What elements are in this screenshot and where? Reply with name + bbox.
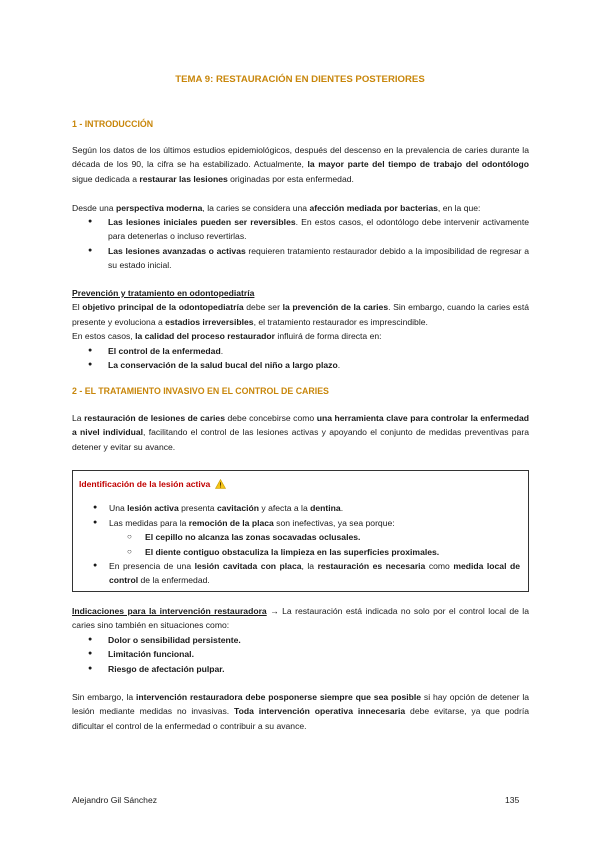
section-heading-introduccion: 1 - INTRODUCCIÓN: [72, 119, 154, 129]
list-item: ● El control de la enfermedad.: [72, 344, 529, 358]
intro-paragraph: Según los datos de los últimos estudios epidemiológicos, después del descenso en la prevalencia de caries durante la década de los 90, la cifra se ha estabilizado. Actualmente, la mayor parte del tiempo de trabajo del odontólogo sigue dedicada a restaurar las lesiones originadas por esta enfermedad.: [72, 145, 529, 184]
indications-list: [72, 633, 529, 676]
prevention-list: [72, 344, 529, 373]
list-item: ● Una lesión activa presenta cavitación y afecta a la dentina.: [79, 501, 520, 515]
warning-icon: [215, 479, 226, 493]
active-lesion-box: [72, 470, 529, 592]
modern-perspective-paragraph: Desde una perspectiva moderna, la caries se considera una afección mediada por bacterias, en la que:: [72, 203, 481, 213]
list-item: ● Las lesiones iniciales pueden ser reversibles. En estos casos, el odontólogo debe intervenir activamente para detenerlas o incluso revertirlas.: [72, 215, 529, 244]
page-number: 135: [505, 795, 520, 805]
list-item: ● Dolor o sensibilidad persistente.: [72, 633, 529, 647]
final-paragraph: Sin embargo, la intervención restauradora debe posponerse siempre que sea posible si hay opción de detener la lesión mediante medidas no invasivas. Toda intervención operativa innecesaria debe evitarse, ya que podría dificultar el control de la enfermedad o contribuir a su avance.: [72, 692, 530, 731]
list-item: ● Riesgo de afectación pulpar.: [72, 662, 529, 676]
list-item: ● Las medidas para la remoción de la placa son inefectivas, ya sea porque:: [79, 516, 520, 530]
list-item: ○ El diente contiguo obstaculiza la limpieza en las superficies proximales.: [79, 545, 520, 559]
section-heading-tratamiento-invasivo: 2 - EL TRATAMIENTO INVASIVO EN EL CONTROL DE CARIES: [72, 386, 329, 396]
prevention-heading: Prevención y tratamiento en odontopediatría: [72, 288, 255, 298]
plaque-removal-sublist: [79, 530, 520, 559]
list-item: ● En presencia de una lesión cavitada con placa, la restauración es necesaria como medida local de control de la enfermedad.: [79, 559, 520, 588]
list-item: ● La conservación de la salud bucal del niño a largo plazo.: [72, 358, 529, 372]
lesion-types-list: [72, 215, 529, 273]
list-item: ● Las lesiones avanzadas o activas requieren tratamiento restaurador debido a la imposibilidad de regresar a su estado inicial.: [72, 244, 529, 273]
prevention-section: Prevención y tratamiento en odontopediatría El objetivo principal de la odontopediatría debe ser la prevención de la caries. Sin embargo, cuando la caries está presente y evoluciona a estadios irreversibles, el tratamiento restaurador es imprescindible. En estos casos, la calidad del proceso restaurador influirá de forma directa en: ● El control de la enfermedad. ● La conservación de la salud bucal del niño a largo plazo.: [72, 286, 529, 372]
active-lesion-list: [79, 501, 520, 530]
box-heading: Identificación de la lesión activa: [79, 477, 520, 493]
arrow-icon: →: [270, 606, 279, 616]
footer-author: Alejandro Gil Sánchez: [72, 795, 158, 805]
indications-section: Indicaciones para la intervención restauradora → La restauración está indicada no solo por el control local de la caries sino también en situaciones como: ● Dolor o sensibilidad persistente. ● Limitación funcional. ● Riesgo de afectación pulpar.: [72, 604, 529, 676]
page-title: TEMA 9: RESTAURACIÓN EN DIENTES POSTERIORES: [175, 74, 425, 85]
invasive-treatment-paragraph: La restauración de lesiones de caries debe concebirse como una herramienta clave para controlar la enfermedad a nivel individual, facilitando el control de las lesiones activas y apoyando el conjunto de medidas preventivas para detener y evitar su avance.: [72, 413, 529, 452]
list-item: ○ El cepillo no alcanza las zonas socavadas oclusales.: [79, 530, 520, 544]
list-item: ● Limitación funcional.: [72, 647, 529, 661]
indications-heading: Indicaciones para la intervención restauradora: [72, 606, 267, 616]
active-lesion-list-cont: [79, 559, 520, 588]
